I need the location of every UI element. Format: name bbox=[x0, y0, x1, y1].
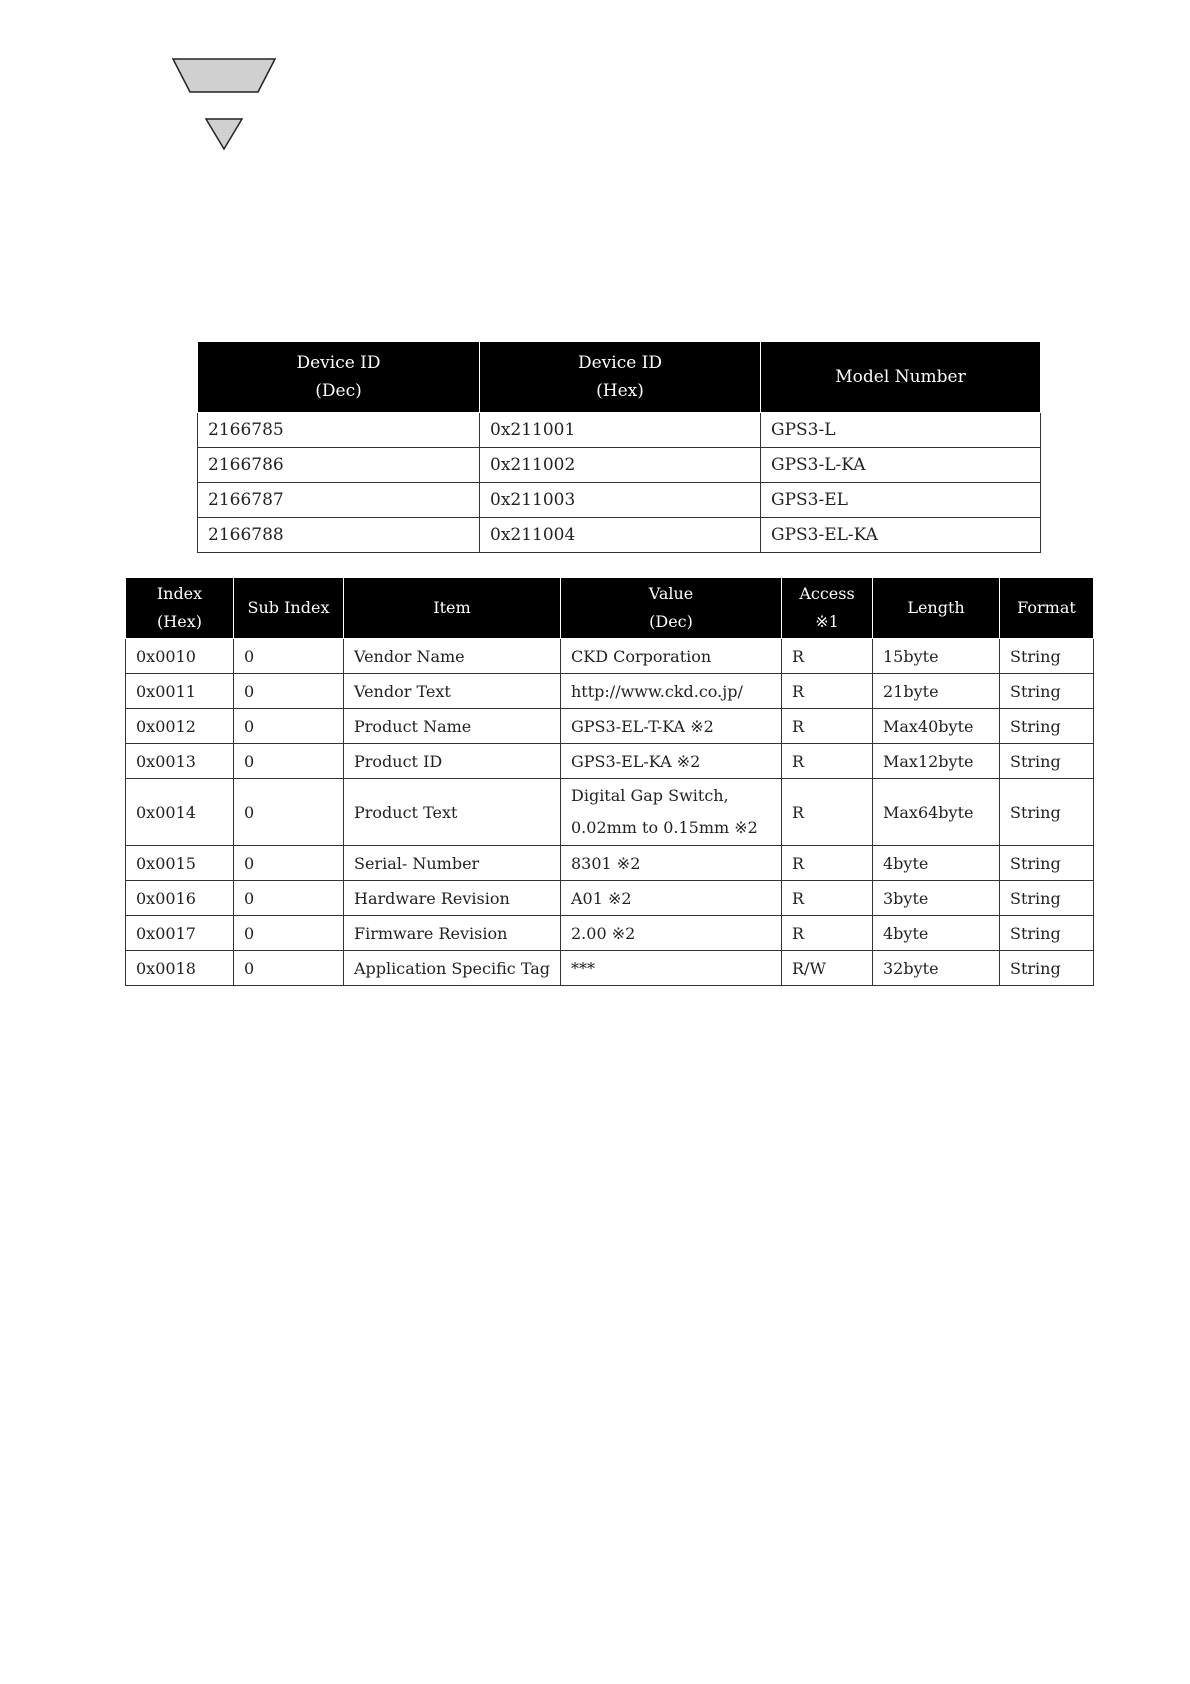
format-cell: String bbox=[1000, 639, 1094, 674]
length-cell: Max40byte bbox=[873, 709, 1000, 744]
model-number-cell: GPS3-EL-KA bbox=[761, 518, 1041, 553]
parameter-table bbox=[125, 577, 1094, 986]
length-cell: 4byte bbox=[873, 846, 1000, 881]
length-cell: 15byte bbox=[873, 639, 1000, 674]
length-cell: Max64byte bbox=[873, 779, 1000, 846]
table-row bbox=[198, 483, 1041, 518]
device-id-hex-cell: 0x211001 bbox=[480, 413, 761, 448]
access-cell: R bbox=[782, 779, 873, 846]
value-cell: 2.00 ※2 bbox=[561, 916, 782, 951]
access-cell: R bbox=[782, 881, 873, 916]
index-cell: 0x0012 bbox=[126, 709, 234, 744]
item-cell: Product Text bbox=[344, 779, 561, 846]
index-cell: 0x0017 bbox=[126, 916, 234, 951]
table-row bbox=[126, 916, 1094, 951]
item-cell: Firmware Revision bbox=[344, 916, 561, 951]
sub-cell: 0 bbox=[234, 846, 344, 881]
table-row bbox=[126, 779, 1094, 846]
header-length: Length bbox=[873, 578, 1000, 639]
device-table-header-row bbox=[198, 342, 1041, 413]
parameter-table-header-row bbox=[126, 578, 1094, 639]
table-row bbox=[126, 709, 1094, 744]
table-row bbox=[198, 518, 1041, 553]
table-row bbox=[126, 951, 1094, 986]
table-row bbox=[198, 413, 1041, 448]
device-id-dec-cell: 2166785 bbox=[198, 413, 480, 448]
value-cell bbox=[561, 779, 782, 846]
value-line-1: Digital Gap Switch, bbox=[571, 786, 729, 805]
table-row bbox=[126, 744, 1094, 779]
sub-cell: 0 bbox=[234, 639, 344, 674]
item-cell: Vendor Name bbox=[344, 639, 561, 674]
index-cell: 0x0018 bbox=[126, 951, 234, 986]
access-cell: R bbox=[782, 639, 873, 674]
format-cell: String bbox=[1000, 709, 1094, 744]
access-cell: R bbox=[782, 744, 873, 779]
value-cell: CKD Corporation bbox=[561, 639, 782, 674]
table-row bbox=[126, 846, 1094, 881]
device-id-table bbox=[197, 341, 1041, 553]
header-item: Item bbox=[344, 578, 561, 639]
header-device-id-hex: Device ID (Hex) bbox=[480, 342, 761, 413]
index-cell: 0x0015 bbox=[126, 846, 234, 881]
format-cell: String bbox=[1000, 779, 1094, 846]
table-row bbox=[126, 881, 1094, 916]
header-format: Format bbox=[1000, 578, 1094, 639]
format-cell: String bbox=[1000, 881, 1094, 916]
format-cell: String bbox=[1000, 951, 1094, 986]
length-cell: 4byte bbox=[873, 916, 1000, 951]
value-cell: http://www.ckd.co.jp/ bbox=[561, 674, 782, 709]
table-row bbox=[126, 639, 1094, 674]
access-cell: R bbox=[782, 916, 873, 951]
length-cell: 3byte bbox=[873, 881, 1000, 916]
access-cell: R bbox=[782, 709, 873, 744]
header-index: Index (Hex) bbox=[126, 578, 234, 639]
format-cell: String bbox=[1000, 744, 1094, 779]
sub-cell: 0 bbox=[234, 779, 344, 846]
model-number-cell: GPS3-L-KA bbox=[761, 448, 1041, 483]
format-cell: String bbox=[1000, 916, 1094, 951]
header-sub-index: Sub Index bbox=[234, 578, 344, 639]
table-row bbox=[126, 674, 1094, 709]
model-number-cell: GPS3-EL bbox=[761, 483, 1041, 518]
header-device-id-dec: Device ID (Dec) bbox=[198, 342, 480, 413]
header-model-number: Model Number bbox=[761, 342, 1041, 413]
value-cell: 8301 ※2 bbox=[561, 846, 782, 881]
sub-cell: 0 bbox=[234, 709, 344, 744]
index-cell: 0x0013 bbox=[126, 744, 234, 779]
item-cell: Application Specific Tag bbox=[344, 951, 561, 986]
device-id-hex-cell: 0x211004 bbox=[480, 518, 761, 553]
value-cell: GPS3-EL-KA ※2 bbox=[561, 744, 782, 779]
index-cell: 0x0011 bbox=[126, 674, 234, 709]
length-cell: 21byte bbox=[873, 674, 1000, 709]
funnel-logo-icon bbox=[172, 58, 276, 94]
sub-cell: 0 bbox=[234, 674, 344, 709]
value-cell: A01 ※2 bbox=[561, 881, 782, 916]
item-cell: Serial- Number bbox=[344, 846, 561, 881]
model-number-cell: GPS3-L bbox=[761, 413, 1041, 448]
item-cell: Product Name bbox=[344, 709, 561, 744]
index-cell: 0x0016 bbox=[126, 881, 234, 916]
format-cell: String bbox=[1000, 846, 1094, 881]
device-id-dec-cell: 2166787 bbox=[198, 483, 480, 518]
header-access: Access ※1 bbox=[782, 578, 873, 639]
device-id-dec-cell: 2166786 bbox=[198, 448, 480, 483]
access-cell: R bbox=[782, 846, 873, 881]
item-cell: Hardware Revision bbox=[344, 881, 561, 916]
value-cell: *** bbox=[561, 951, 782, 986]
sub-cell: 0 bbox=[234, 881, 344, 916]
device-id-dec-cell: 2166788 bbox=[198, 518, 480, 553]
sub-cell: 0 bbox=[234, 951, 344, 986]
down-triangle-icon bbox=[205, 118, 243, 150]
item-cell: Product ID bbox=[344, 744, 561, 779]
sub-cell: 0 bbox=[234, 916, 344, 951]
table-row bbox=[198, 448, 1041, 483]
header-value: Value (Dec) bbox=[561, 578, 782, 639]
index-cell: 0x0010 bbox=[126, 639, 234, 674]
sub-cell: 0 bbox=[234, 744, 344, 779]
length-cell: Max12byte bbox=[873, 744, 1000, 779]
device-id-hex-cell: 0x211002 bbox=[480, 448, 761, 483]
access-cell: R/W bbox=[782, 951, 873, 986]
length-cell: 32byte bbox=[873, 951, 1000, 986]
value-cell: GPS3-EL-T-KA ※2 bbox=[561, 709, 782, 744]
item-cell: Vendor Text bbox=[344, 674, 561, 709]
value-line-2: 0.02mm to 0.15mm ※2 bbox=[571, 818, 758, 837]
access-cell: R bbox=[782, 674, 873, 709]
device-id-hex-cell: 0x211003 bbox=[480, 483, 761, 518]
format-cell: String bbox=[1000, 674, 1094, 709]
index-cell: 0x0014 bbox=[126, 779, 234, 846]
